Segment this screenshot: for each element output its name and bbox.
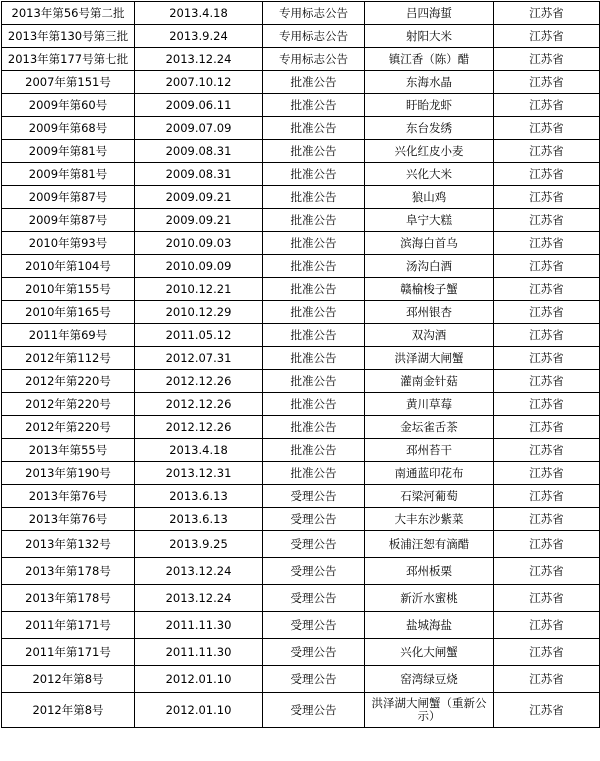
announcement-number-cell: 2012年第112号 (2, 347, 135, 370)
date-cell: 2012.01.10 (135, 693, 263, 728)
table-row (2, 140, 600, 163)
province-cell: 江苏省 (494, 347, 600, 370)
announcement-type-cell: 批准公告 (263, 462, 365, 485)
province-cell: 江苏省 (494, 232, 600, 255)
date-cell: 2012.01.10 (135, 666, 263, 693)
date-cell: 2013.12.31 (135, 462, 263, 485)
date-cell: 2009.08.31 (135, 140, 263, 163)
announcement-type-cell: 批准公告 (263, 71, 365, 94)
table-row (2, 324, 600, 347)
date-cell: 2013.12.24 (135, 558, 263, 585)
table-row (2, 585, 600, 612)
province-cell: 江苏省 (494, 485, 600, 508)
announcement-number-cell: 2007年第151号 (2, 71, 135, 94)
table-row (2, 209, 600, 232)
announcement-type-cell: 批准公告 (263, 301, 365, 324)
announcement-type-cell: 受理公告 (263, 639, 365, 666)
product-name-cell: 镇江香（陈）醋 (365, 48, 494, 71)
table-row (2, 71, 600, 94)
province-cell: 江苏省 (494, 666, 600, 693)
province-cell: 江苏省 (494, 693, 600, 728)
province-cell: 江苏省 (494, 2, 600, 25)
announcement-number-cell: 2009年第68号 (2, 117, 135, 140)
date-cell: 2009.06.11 (135, 94, 263, 117)
announcement-type-cell: 受理公告 (263, 612, 365, 639)
announcement-number-cell: 2013年第76号 (2, 485, 135, 508)
announcement-number-cell: 2013年第56号第二批 (2, 2, 135, 25)
product-name-cell: 兴化红皮小麦 (365, 140, 494, 163)
product-name-cell: 盐城海盐 (365, 612, 494, 639)
announcement-number-cell: 2013年第178号 (2, 585, 135, 612)
date-cell: 2013.9.25 (135, 531, 263, 558)
announcement-number-cell: 2010年第104号 (2, 255, 135, 278)
table-row (2, 25, 600, 48)
table-row (2, 186, 600, 209)
table-row (2, 416, 600, 439)
table-row (2, 94, 600, 117)
date-cell: 2007.10.12 (135, 71, 263, 94)
product-name-cell: 石梁河葡萄 (365, 485, 494, 508)
province-cell: 江苏省 (494, 639, 600, 666)
province-cell: 江苏省 (494, 612, 600, 639)
product-name-cell: 狼山鸡 (365, 186, 494, 209)
product-name-cell: 赣榆梭子蟹 (365, 278, 494, 301)
product-name-cell: 大丰东沙紫菜 (365, 508, 494, 531)
announcement-type-cell: 受理公告 (263, 531, 365, 558)
product-name-cell: 南通蓝印花布 (365, 462, 494, 485)
table-row (2, 612, 600, 639)
announcement-number-cell: 2009年第81号 (2, 163, 135, 186)
announcement-type-cell: 批准公告 (263, 347, 365, 370)
announcement-number-cell: 2011年第171号 (2, 612, 135, 639)
table-row (2, 255, 600, 278)
announcement-type-cell: 批准公告 (263, 186, 365, 209)
announcement-type-cell: 批准公告 (263, 439, 365, 462)
announcement-type-cell: 受理公告 (263, 485, 365, 508)
product-name-cell: 射阳大米 (365, 25, 494, 48)
announcement-number-cell: 2012年第8号 (2, 693, 135, 728)
announcement-table-body (2, 2, 600, 728)
province-cell: 江苏省 (494, 558, 600, 585)
date-cell: 2011.11.30 (135, 612, 263, 639)
table-row (2, 666, 600, 693)
product-name-cell: 汤沟白酒 (365, 255, 494, 278)
date-cell: 2013.12.24 (135, 585, 263, 612)
announcement-type-cell: 批准公告 (263, 278, 365, 301)
product-name-cell: 洪泽湖大闸蟹（重新公示） (365, 693, 494, 728)
announcement-type-cell: 批准公告 (263, 140, 365, 163)
announcement-type-cell: 批准公告 (263, 163, 365, 186)
announcement-number-cell: 2010年第93号 (2, 232, 135, 255)
product-name-cell: 吕四海蜇 (365, 2, 494, 25)
product-name-cell: 邳州苔干 (365, 439, 494, 462)
province-cell: 江苏省 (494, 393, 600, 416)
announcement-number-cell: 2013年第55号 (2, 439, 135, 462)
table-row (2, 393, 600, 416)
announcement-number-cell: 2012年第8号 (2, 666, 135, 693)
date-cell: 2013.4.18 (135, 439, 263, 462)
product-name-cell: 东台发绣 (365, 117, 494, 140)
announcement-type-cell: 受理公告 (263, 558, 365, 585)
announcement-number-cell: 2010年第165号 (2, 301, 135, 324)
table-row (2, 48, 600, 71)
date-cell: 2009.07.09 (135, 117, 263, 140)
table-row (2, 232, 600, 255)
announcement-number-cell: 2013年第177号第七批 (2, 48, 135, 71)
date-cell: 2012.07.31 (135, 347, 263, 370)
table-row (2, 531, 600, 558)
announcement-number-cell: 2013年第76号 (2, 508, 135, 531)
date-cell: 2012.12.26 (135, 416, 263, 439)
table-row (2, 439, 600, 462)
product-name-cell: 邳州板栗 (365, 558, 494, 585)
province-cell: 江苏省 (494, 94, 600, 117)
product-name-cell: 窑湾绿豆烧 (365, 666, 494, 693)
announcement-type-cell: 批准公告 (263, 416, 365, 439)
announcement-table (1, 1, 600, 728)
product-name-cell: 灌南金针菇 (365, 370, 494, 393)
product-name-cell: 黄川草莓 (365, 393, 494, 416)
table-row (2, 462, 600, 485)
product-name-cell: 洪泽湖大闸蟹 (365, 347, 494, 370)
announcement-type-cell: 批准公告 (263, 232, 365, 255)
product-name-cell: 新沂水蜜桃 (365, 585, 494, 612)
date-cell: 2012.12.26 (135, 370, 263, 393)
province-cell: 江苏省 (494, 71, 600, 94)
date-cell: 2013.4.18 (135, 2, 263, 25)
announcement-number-cell: 2012年第220号 (2, 416, 135, 439)
announcement-type-cell: 批准公告 (263, 370, 365, 393)
province-cell: 江苏省 (494, 278, 600, 301)
province-cell: 江苏省 (494, 117, 600, 140)
announcement-type-cell: 批准公告 (263, 94, 365, 117)
announcement-type-cell: 受理公告 (263, 693, 365, 728)
announcement-number-cell: 2012年第220号 (2, 393, 135, 416)
product-name-cell: 金坛雀舌茶 (365, 416, 494, 439)
province-cell: 江苏省 (494, 585, 600, 612)
province-cell: 江苏省 (494, 324, 600, 347)
table-row (2, 485, 600, 508)
province-cell: 江苏省 (494, 301, 600, 324)
date-cell: 2009.08.31 (135, 163, 263, 186)
announcement-type-cell: 受理公告 (263, 666, 365, 693)
table-row (2, 117, 600, 140)
product-name-cell: 盱眙龙虾 (365, 94, 494, 117)
province-cell: 江苏省 (494, 255, 600, 278)
table-row (2, 278, 600, 301)
table-row (2, 347, 600, 370)
product-name-cell: 东海水晶 (365, 71, 494, 94)
product-name-cell: 双沟酒 (365, 324, 494, 347)
product-name-cell: 邳州银杏 (365, 301, 494, 324)
province-cell: 江苏省 (494, 186, 600, 209)
announcement-type-cell: 批准公告 (263, 324, 365, 347)
province-cell: 江苏省 (494, 209, 600, 232)
product-name-cell: 滨海白首乌 (365, 232, 494, 255)
province-cell: 江苏省 (494, 416, 600, 439)
announcement-number-cell: 2009年第87号 (2, 186, 135, 209)
product-name-cell: 兴化大米 (365, 163, 494, 186)
announcement-number-cell: 2009年第81号 (2, 140, 135, 163)
province-cell: 江苏省 (494, 462, 600, 485)
announcement-type-cell: 专用标志公告 (263, 48, 365, 71)
date-cell: 2013.9.24 (135, 25, 263, 48)
announcement-number-cell: 2013年第190号 (2, 462, 135, 485)
table-row (2, 163, 600, 186)
date-cell: 2013.6.13 (135, 508, 263, 531)
date-cell: 2010.09.03 (135, 232, 263, 255)
table-row (2, 508, 600, 531)
date-cell: 2013.6.13 (135, 485, 263, 508)
announcement-number-cell: 2010年第155号 (2, 278, 135, 301)
date-cell: 2011.05.12 (135, 324, 263, 347)
table-row (2, 639, 600, 666)
province-cell: 江苏省 (494, 439, 600, 462)
table-row (2, 301, 600, 324)
announcement-type-cell: 受理公告 (263, 508, 365, 531)
province-cell: 江苏省 (494, 48, 600, 71)
announcement-number-cell: 2011年第171号 (2, 639, 135, 666)
announcement-number-cell: 2013年第178号 (2, 558, 135, 585)
announcement-number-cell: 2011年第69号 (2, 324, 135, 347)
announcement-type-cell: 批准公告 (263, 255, 365, 278)
product-name-cell: 板浦汪恕有滴醋 (365, 531, 494, 558)
table-row (2, 693, 600, 728)
announcement-number-cell: 2013年第132号 (2, 531, 135, 558)
date-cell: 2009.09.21 (135, 209, 263, 232)
product-name-cell: 阜宁大糕 (365, 209, 494, 232)
date-cell: 2010.09.09 (135, 255, 263, 278)
announcement-number-cell: 2013年第130号第三批 (2, 25, 135, 48)
table-row (2, 2, 600, 25)
announcement-type-cell: 受理公告 (263, 585, 365, 612)
announcement-type-cell: 专用标志公告 (263, 2, 365, 25)
product-name-cell: 兴化大闸蟹 (365, 639, 494, 666)
table-row (2, 370, 600, 393)
province-cell: 江苏省 (494, 25, 600, 48)
announcement-type-cell: 批准公告 (263, 393, 365, 416)
announcement-number-cell: 2009年第87号 (2, 209, 135, 232)
province-cell: 江苏省 (494, 163, 600, 186)
date-cell: 2010.12.21 (135, 278, 263, 301)
announcement-type-cell: 批准公告 (263, 117, 365, 140)
province-cell: 江苏省 (494, 370, 600, 393)
province-cell: 江苏省 (494, 508, 600, 531)
announcement-number-cell: 2012年第220号 (2, 370, 135, 393)
province-cell: 江苏省 (494, 531, 600, 558)
date-cell: 2009.09.21 (135, 186, 263, 209)
announcement-number-cell: 2009年第60号 (2, 94, 135, 117)
date-cell: 2013.12.24 (135, 48, 263, 71)
announcement-type-cell: 批准公告 (263, 209, 365, 232)
date-cell: 2011.11.30 (135, 639, 263, 666)
announcement-type-cell: 专用标志公告 (263, 25, 365, 48)
date-cell: 2012.12.26 (135, 393, 263, 416)
table-row (2, 558, 600, 585)
date-cell: 2010.12.29 (135, 301, 263, 324)
province-cell: 江苏省 (494, 140, 600, 163)
